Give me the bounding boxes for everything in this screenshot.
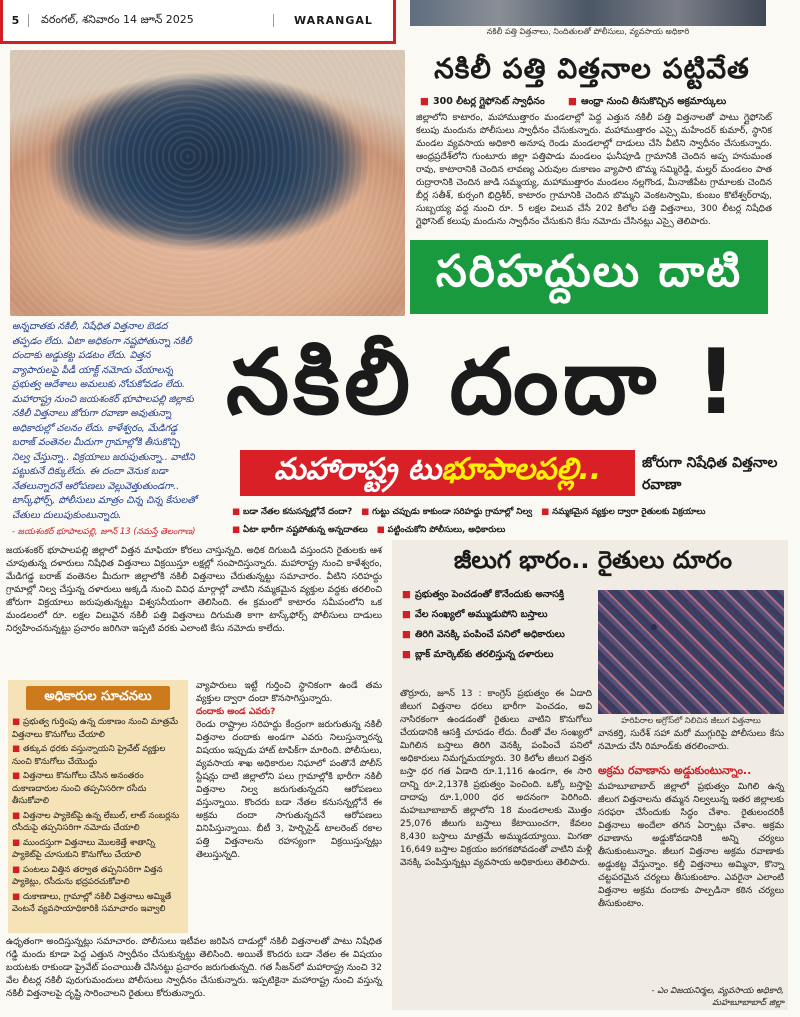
advisory-item: ■ దుకాణాలు, గ్రామాల్లో నకిలీ విత్తనాలు అమ్మితే వెంటనే వ్యవసాయాధికారికి సమాచారం ఇవ్వాలి	[12, 891, 172, 914]
advisory-item: ■ తక్కువ ధరకు వస్తున్నాయని ప్రైవేట్ వ్యక్తుల నుంచి కొనుగోలు చేయొద్దు	[12, 744, 166, 767]
middle-column	[196, 680, 382, 862]
advisory-item: ■ ప్రభుత్వ గుర్తింపు ఉన్న దుకాణం నుంచి మాత్రమే విత్తనాలు కొనుగోలు చేయాలి	[12, 717, 179, 740]
story3-body: ఉధృతంగా అందిస్తున్నట్లు సమాచారం. పోలీసులు ఇటీవల జరిపిన దాడుల్లో నకిలీ విత్తనాలతో పాటు నిషేధిత గడ్డి మందు కూడా పెద్ద ఎత్తున స్వాధీనం చేసుకున్నట్టు తెలిసింది. అయితే కొందరు బడా నేతల ఈ విషయం బయటకు రాకుండా ప్రైవేట్‌ పంచాయితీ చేసినట్టు ప్రచారం జరుగుతున్నది. గత సీజన్‌లో మహారాష్ట్ర నుంచి 32 వేల లీటర్ల నకిలీ పురుగుమందులు పోలీసులు స్వాధీనం చేసుకున్నారు. ఇప్పటికైనా మహారాష్ట్ర నుంచి వస్తున్న నకిలీ విత్తనాలపై దృష్టి సారించాలని రైతులు కోరుతున్నారు.	[6, 937, 382, 999]
jeeluga-headline: జీలుగ భారం.. రైతులు దూరం	[453, 546, 733, 574]
page-number: 5	[3, 14, 29, 27]
mid-text: రెండు రాష్ట్రాల సరిహద్దు కేంద్రంగా జరుగుతున్న నకిలీ విత్తనాల దందాకు అండగా ఎవరు నిలుస్తున్నారన్న విషయం ఇప్పుడు హాట్ టాపిక్‌గా మారింది. పోలీసులు, వ్యవసాయ శాఖ అధికారుల నిఘాలో పంతొనే పోలీస్ స్టేషన్లు దాటి జిల్లాలోని పలు గ్రామాల్లోకి భారీగా నకిలీ విత్తనాల నిల్వ జరుగుతున్నదని ఆరోపణలు వస్తున్నాయి. కొందరు బడా నేతల కనుసన్నల్లోనే ఈ అక్రమ దందా సాగుతున్నదనే ఆరోపణలు వినిపిస్తున్నాయి. బీటీ 3, హెర్బిసైడ్ టాలరెంట్ రకాల పత్తి విత్తనాలను రహస్యంగా విక్రయిస్తున్నట్లు తెలుస్తున్నది.	[196, 720, 382, 860]
masthead	[0, 0, 396, 44]
story1-bullet: ■ 300 లీటర్ల గ్లైఫోసెట్ స్వాధీనం	[420, 96, 545, 107]
story1-headline: నకిలీ పత్తి విత్తనాల పట్టివేత	[434, 52, 750, 85]
jeeluga-bullet: ■ వేల సంఖ్యలో అమ్ముడుపోని బస్తాలు	[402, 609, 548, 620]
jeeluga-bullets	[402, 585, 622, 665]
advisory-item: ■ పంటలు విత్తిన తర్వాత తప్పనిసరిగా విత్తన ప్యాకెట్లు, రసీదును భద్రపరచుకోవాలి	[12, 864, 163, 887]
mid-text: వ్యాపారులు ఇట్టే గుర్తించి స్థానికంగా ఉండే తమ వ్యక్తుల ద్వారా దందా కొనసాగిస్తున్నారు.	[196, 681, 382, 704]
jeeluga-seeds-photo	[598, 590, 784, 714]
edition-date: వరంగల్, శనివారం 14 జూన్ 2025	[41, 12, 194, 26]
jeeluga-photo-caption: హరిపిరాల అగ్రోస్‌లో నిలిచిన జీలుగ విత్తనాలు	[621, 716, 761, 725]
jeeluga-bullet: ■ ప్రభుత్వం పెంచడంతో కొనేందుకు అనాసక్తి	[402, 589, 565, 600]
main-bullet: బడా నేతల కనుసన్నల్లోనే దందా?	[243, 507, 353, 517]
byline: - జయశంకర్ భూపాలపల్లి, జూన్ 13 (నమస్తే తెలంగాణ)	[12, 527, 196, 537]
intro-text: అన్నదాతకు నకిలీ, నిషేధిత విత్తనాల బెడద తప్పడం లేదు. ఏటా అధికంగా నష్టపోతున్నా నకిలీ దందాకు అడ్డుకట్ట పడటం లేదు. విత్తన వ్యాపారులపై పీడీ యాక్ట్ నమోదు చేయాలన్న ప్రభుత్వ ఆదేశాలు అమలుకు నోచుకోవడం లేదు. మహారాష్ట్ర నుంచి జయశంకర్ భూపాలపల్లి జిల్లాకు నకిలీ విత్తనాలు జోరుగా రవాణా అవుతున్నా అధికారుల్లో చలనం లేదు. కాళేశ్వరం, మేడిగడ్డ బరాజ్ వంతెనల మీదుగా గ్రామాల్లోకి తీసుకొచ్చి నిల్వ చేస్తున్నా.. విక్రయాలు జరుపుతున్నా.. వాటిని పట్టుకునే దిక్కులేదు. ఈ దందా వెనుక బడా నేతలున్నారనే ఆరోపణలు వెల్లువెత్తుతుండగా.. టాస్క్‌ఫోర్స్, పోలీసులు మాత్రం చిన్న చిన్న కేసులతో చేతులు దులుపుకుంటున్నారు.	[12, 321, 197, 521]
photo-caption: నకిలీ పత్తి విత్తనాలు, నిందితులతో పోలీసులు, వ్యవసాయ అధికారి	[486, 27, 690, 36]
police-seizure-photo	[410, 0, 766, 26]
main-headline: నకిలీ దందా !	[226, 330, 741, 435]
jeeluga-column2	[598, 728, 784, 911]
red-banner-part2: భూపాలపల్లి..	[441, 452, 602, 487]
mid-subhead: దందాకు అండ ఎవరు?	[196, 707, 276, 717]
green-banner: సరిహద్దులు దాటి	[410, 240, 768, 314]
jeeluga-body: తొర్రూరు, జూన్ 13 : కాంగ్రెస్ ప్రభుత్వం ఈ ఏడాది జీలుగ విత్తనాల ధరలు భారీగా పెంచడం, అవి నాసిరకంగా ఉండడంతో రైతులు వాటిని కొనుగోలు చేయడానికి ఆసక్తి చూపడం లేదు. దీంతో వేల సంఖ్యలో మిగిలిన బస్తాలు తిరిగి వెనక్కి పంపించే పనిలో అధికారులు నిమగ్నమయ్యారు. 30 కిలోల జీలుగ విత్తన బస్తా ధర గత ఏడాది రూ.1,116 ఉండగా, ఈ సారి దాన్ని రూ.2,137కి ప్రభుత్వం పెంచింది. ఒక్కో బస్తాపై దాదాపు రూ.1,000 ధర అదనంగా పెరిగింది. మహబూబాబాద్ జిల్లాలోని 18 మండలాలకు మొత్తం 25,076 జీలుగు బస్తాలు కేటాయించగా, కేవలం 8,430 బస్తాలు మాత్రమే అమ్ముడయ్యాయి. మిగతా 16,649 బస్తాల విక్రయం జరగకపోవడంతో వాటిని మళ్లీ వెనక్కి పంపిస్తున్నట్లు వ్యవసాయ అధికారులు తెలిపారు.	[400, 689, 592, 868]
intro-column	[12, 320, 198, 540]
red-banner-part1: మహారాష్ట్ర టు	[273, 452, 442, 487]
main-bullets: ■ బడా నేతల కనుసన్నల్లోనే దందా? ■ గుట్టు చప్పుడు కాకుండా సరిహద్దు గ్రామాల్లో నిల్వ ■ నమ్మకమైన వ్యక్తుల ద్వారా రైతులకు విక్రయాలు ■ ఏటా భారీగా నష్టపోతున్న అన్నదాతలు ■ పట్టించుకోని పోలీసులు, అధికారులు	[232, 507, 706, 535]
officer-signature: - ఎం విజయనిర్మల, వ్యవసాయ అధికారి, మహబూబాబాద్ జిల్లా	[651, 986, 784, 1008]
side-headline: జోరుగా నిషేధిత విత్తనాల రవాణా	[642, 455, 778, 493]
main-bullet: పట్టించుకోని పోలీసులు, అధికారులు	[387, 525, 506, 535]
jeeluga-subhead: అక్రమ రవాణాను అడ్డుకుంటున్నాం..	[598, 764, 752, 777]
advisory-item: ■ విత్తనాలు కొనుగోలు చేసిన అనంతరం దుకాణదారుల నుంచి తప్పనిసరిగా రసీదు తీసుకోవాలి	[12, 771, 147, 806]
advisory-list	[12, 716, 184, 918]
story2-body: జయశంకర్ భూపాలపల్లి జిల్లాలో విత్తన మాఫియా కోరలు చాస్తున్నది. అధిక దిగుబడి వస్తుందని రైతులకు ఆశ చూపుతున్న దళారులు నిషేధిత విత్తనాలు విక్రయిస్తూ లక్షల్లో సంపాదిస్తున్నారు. మహారాష్ట్ర నుంచి కాళేశ్వరం, మేడిగడ్డ బరాజ్ వంతెనల మీదుగా జిల్లాలోకి నకిలీ విత్తనాలు చేరుతున్నట్టు సమాచారం. వీటిని సరిహద్దు గ్రామాల్లో నిల్వ చేస్తున్న దళారులు అక్కడి నుంచి వివిధ మార్గాల్లో వాటిని నమ్మకమైన వ్యక్తుల వద్దకు తరలించి జోరుగా విక్రయాలు జరుపుతున్నట్టు విశ్వసనీయంగా తెలిసింది. ఈ క్రమంలో కాటారం సమీపంలోని ఒక మండలంలో రూ. లక్షల విలువైన నకిలీ పత్తి విత్తనాలు దిగుమతి కాగా టాస్క్‌ఫోర్స్ పోలీసులు దాడులు నిర్వహించనున్నట్టు ప్రచారం జరిగినా ఇప్పటి వరకు ఎలాంటి కేసు నమోదు కాలేదు.	[6, 546, 382, 634]
jeeluga-bullet: ■ బ్లాక్ మార్కెట్‌కు తరలిస్తున్న దళారులు	[402, 649, 554, 660]
story1-body: జిల్లాలోని కాటారం, మహాముత్తారం మండలాల్లో పెద్ద ఎత్తున నకిలీ పత్తి విత్తనాలతో పాటు గ్లైఫోసెట్ కలుపు మందును పోలీసులు స్వాధీనం చేసుకున్నారు. మహాముత్తారం ఎస్సై మహేందర్ కుమార్, స్థానిక మండల వ్యవసాయ అధికారి అనూష రెండు మండలాల్లో దాడులు చేసి వీటిని స్వాధీనం చేసుకున్నారు. ఆంధ్రప్రదేశ్‌లోని గుంటూరు జిల్లా పత్తిపాడు మండలం ఘనీపూడి గ్రామానికి చెందిన అప్ప హనుమంత రావు, కాటారానికి చెందిన లావణ్య ఎరువుల దుకాణం వ్యాపారి బొమ్మ సమ్మిరెడ్డి, మల్హర్ మండలం పాత రుద్రారానికి చెందిన జాడి సమ్మయ్య, మహాముత్తారం మండలం నల్లగొండ, మీనాజీపేట గ్రామాలకు చెందిన బీర్ల సతీశ్, కుర్సంగి భిద్రిశీర్, కాటారం గ్రామానికి చెందిన బొమ్మని వెంకటస్వామి, కుంబం కొటేశ్వర్‌రావు, సుబ్బయ్య వద్ద నుంచి రూ. 5 లక్షల విలువ చేసే 202 కిలోల పత్తి విత్తనాలు, 300 లీటర్ల నిషేధిత గ్లైఫోసెట్ కలుపు మందును స్వాధీనం చేసుకుని కేసు నమోదు చేసినట్లు ఎస్సై తెలిపారు.	[416, 113, 772, 227]
jeeluga-text: మహబూబాబాద్ జిల్లాలో ప్రభుత్వం మిగిలి ఉన్న జీలుగ విత్తనాలను తమ్మన నిల్వలున్న ఇతర జిల్లాలకు సరఫరా చేసేందుకు సిద్ధం చేశాం. రైతులందరికీ విత్తనాలు అందేలా తగిన ఏర్పాట్లు చేశాం. అక్రమ రవాణాను అడ్డుకోవడానికి అన్ని చర్యలు తీసుకుంటున్నాం. జీలుగ విత్తనాల అక్రమ రవాణాకు అడ్డుకట్ట వేస్తున్నాం. కల్తీ విత్తనాలు అమ్మినా, కొన్నా చట్టపరమైన చర్యలు తీసుకుంటాం. ఎవరైనా ఎలాంటి విత్తనాల అక్రమ దందాకు పాల్పడినా కఠిన చర్యలు తీసుకుంటాం.	[598, 782, 784, 909]
advisory-title: అధికారుల సూచనలు	[26, 686, 170, 710]
advisory-item: ■ ముందస్తుగా విత్తనాలు మొలకెత్తే శాతాన్ని ప్యాకెట్‌పై చూసుకుని కొనుగోలు చేయాలి	[12, 837, 155, 860]
main-bullet: ఏటా భారీగా నష్టపోతున్న అన్నదాతలు	[243, 525, 368, 535]
main-bullet: నమ్మకమైన వ్యక్తుల ద్వారా రైతులకు విక్రయాలు	[552, 507, 706, 517]
edition-city: WARANGAL	[273, 14, 393, 27]
seeds-in-hands-photo	[10, 50, 405, 316]
advisory-item: ■ విత్తనాల ప్యాకెట్‌పై ఉన్న లేబుల్, లాట్ నంబర్లను రసీదుపై తప్పనిసరిగా నమోదు చేయాలి	[12, 810, 180, 833]
jeeluga-text: వానకర్తి, సురేశ్ సహా మరో ముగ్గురిపై పోలీసులు కేసు నమోదు చేసి రిమాండ్‌కు తరలించారు.	[598, 729, 784, 752]
red-banner	[240, 450, 635, 496]
main-bullet: గుట్టు చప్పుడు కాకుండా సరిహద్దు గ్రామాల్లో నిల్వ	[372, 507, 533, 517]
jeeluga-bullet: ■ తిరిగి వెనక్కి పంపించే పనిలో అధికారులు	[402, 629, 565, 640]
story1-bullet: ■ ఆంధ్రా నుంచి తీసుకొచ్చిన అక్రమార్కులు	[568, 96, 727, 107]
